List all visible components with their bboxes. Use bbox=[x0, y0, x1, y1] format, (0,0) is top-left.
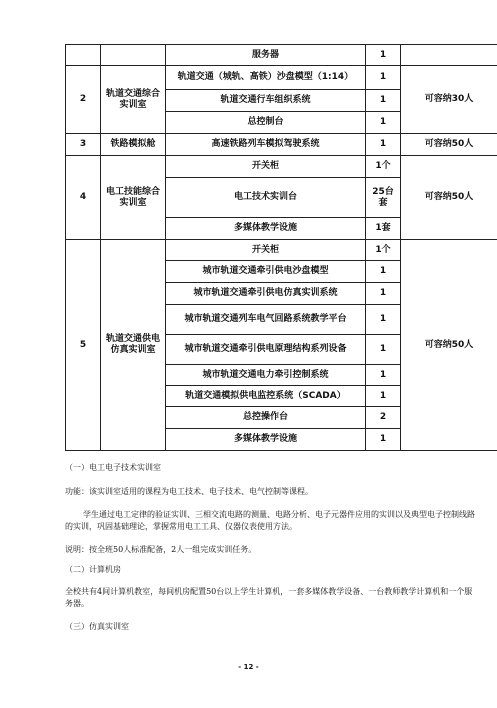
equipment-qty: 1 bbox=[366, 134, 401, 156]
equipment-qty: 1 bbox=[366, 305, 401, 335]
equipment-name: 多媒体教学设施 bbox=[166, 429, 366, 451]
equipment-name: 轨道交通模拟供电监控系统（SCADA） bbox=[166, 386, 366, 407]
equipment-qty: 25台套 bbox=[366, 178, 401, 218]
equipment-name: 高速铁路列车模拟驾驶系统 bbox=[166, 134, 366, 156]
room-name: 轨道交通供电仿真实训室 bbox=[101, 240, 166, 451]
equipment-qty: 1 bbox=[366, 429, 401, 451]
equipment-qty: 1个 bbox=[366, 156, 401, 178]
equipment-qty: 1套 bbox=[366, 218, 401, 240]
table-cell bbox=[101, 45, 166, 66]
equipment-name: 服务器 bbox=[166, 45, 366, 66]
equipment-name: 城市轨道交通牵引供电沙盘模型 bbox=[166, 261, 366, 283]
room-name: 轨道交通综合实训室 bbox=[101, 66, 166, 134]
table-row bbox=[66, 240, 497, 261]
equipment-name: 电工技术实训台 bbox=[166, 178, 366, 218]
equipment-name: 多媒体教学设施 bbox=[166, 218, 366, 240]
equipment-name: 开关柜 bbox=[166, 240, 366, 261]
table-row bbox=[66, 134, 497, 156]
room-capacity: 可容纳50人 bbox=[401, 156, 497, 240]
equipment-qty: 2 bbox=[366, 407, 401, 429]
equipment-qty: 1个 bbox=[366, 240, 401, 261]
equipment-qty: 1 bbox=[366, 335, 401, 365]
equipment-name: 轨道交通行车组织系统 bbox=[166, 90, 366, 112]
room-name: 电工技能综合实训室 bbox=[101, 156, 166, 240]
equipment-name: 轨道交通（城轨、高铁）沙盘模型（1:14） bbox=[166, 66, 366, 90]
equipment-qty: 1 bbox=[366, 283, 401, 305]
equipment-name: 城市轨道交通电力牵引控制系统 bbox=[166, 365, 366, 386]
equipment-name: 城市轨道交通列车电气回路系统教学平台 bbox=[166, 305, 366, 335]
room-capacity: 可容纳50人 bbox=[401, 240, 497, 451]
equipment-qty: 1 bbox=[366, 112, 401, 134]
equipment-qty: 1 bbox=[366, 90, 401, 112]
equipment-qty: 1 bbox=[366, 66, 401, 90]
equipment-name: 城市轨道交通牵引供电仿真实训系统 bbox=[166, 283, 366, 305]
row-number: 3 bbox=[66, 134, 101, 156]
table-row bbox=[66, 66, 497, 90]
equipment-name: 总控操作台 bbox=[166, 407, 366, 429]
room-capacity: 可容纳30人 bbox=[401, 66, 497, 134]
section-heading: （一）电工电子技术实训室 bbox=[65, 463, 161, 472]
table-row bbox=[66, 156, 497, 178]
row-number: 2 bbox=[66, 66, 101, 134]
room-capacity: 可容纳50人 bbox=[401, 134, 497, 156]
equipment-table bbox=[65, 44, 497, 451]
equipment-qty: 1 bbox=[366, 386, 401, 407]
table-cell bbox=[401, 45, 497, 66]
table-row bbox=[66, 45, 497, 66]
paragraph: 全校共有4间计算机教室，每间机房配置50台以上学生计算机，一套多媒体教学设备、一台教师教学计算机和一个服务器。 bbox=[65, 587, 473, 608]
room-name: 铁路模拟舱 bbox=[101, 134, 166, 156]
section-heading: （三）仿真实训室 bbox=[65, 622, 129, 631]
paragraph: 功能：该实训室适用的课程为电工技术、电子技术、电气控制等课程。 bbox=[65, 487, 313, 496]
section-heading: （二）计算机房 bbox=[65, 565, 121, 574]
row-number: 5 bbox=[66, 240, 101, 451]
equipment-qty: 1 bbox=[366, 261, 401, 283]
table-cell bbox=[66, 45, 101, 66]
paragraph: 学生通过电工定律的验证实训、三相交流电路的测量、电路分析、电子元器件应用的实训以及典型电子控制线路的实训，巩固基础理论，掌握常用电工工具、仪器仪表使用方法。 bbox=[65, 510, 475, 531]
page-number: - 12 - bbox=[238, 663, 259, 671]
paragraph: 说明：按全班50人标准配备，2人一组完成实训任务。 bbox=[65, 545, 257, 554]
equipment-name: 城市轨道交通牵引供电原理结构系列设备 bbox=[166, 335, 366, 365]
equipment-name: 开关柜 bbox=[166, 156, 366, 178]
equipment-qty: 1 bbox=[366, 365, 401, 386]
row-number: 4 bbox=[66, 156, 101, 240]
equipment-qty: 1 bbox=[366, 45, 401, 66]
equipment-name: 总控制台 bbox=[166, 112, 366, 134]
